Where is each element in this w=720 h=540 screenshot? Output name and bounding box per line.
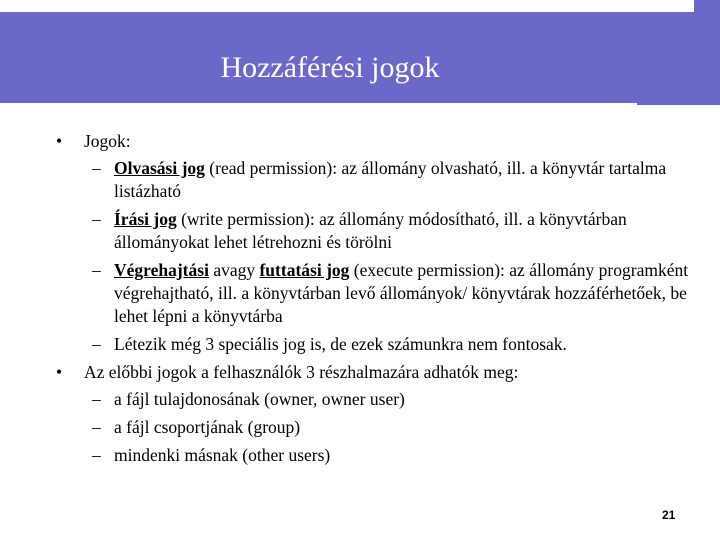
dash-icon: – [92,389,101,409]
title-underline [0,103,637,106]
dash-icon: – [92,417,101,437]
item-text: (read permission): az állomány olvasható, ill. a könyvtár tartalma listázható [114,158,667,201]
dash-icon: – [92,445,101,465]
list-item [0,208,720,254]
item-text: Létezik még 3 speciális jog is, de ezek számunkra nem fontosak. [114,334,567,354]
item-text: (write permission): az állomány módosítható, ill. a könyvtárban állományokat lehet létrehozni és törölni [114,209,627,252]
slide-content [0,130,720,472]
page-title: Hozzáférési jogok [220,51,440,84]
list-item [0,157,720,203]
dash-icon: – [92,158,101,178]
list-item [0,259,720,328]
list-item [0,444,720,467]
list-item [0,416,720,439]
term-write: Írási jog [114,209,177,229]
dash-icon: – [92,260,101,280]
dash-icon: – [92,334,101,354]
title-band [0,12,720,105]
item-text: mindenki másnak (other users) [114,445,331,465]
term-run: futtatási jog [259,260,350,280]
list-item [0,361,720,384]
list-item [0,388,720,411]
list-item [0,130,720,153]
dash-icon: – [92,209,101,229]
term-execute: Végrehajtási [114,260,209,280]
item-text: avagy [208,260,260,280]
term-read: Olvasási jog [114,158,205,178]
bullet-icon: • [56,131,63,151]
title-band-corner [694,0,720,12]
item-text: Jogok: [84,131,131,151]
item-text: (execute permission): az állomány programként végrehajtható, ill. a könyvtárban levő állományok/ könyvtárak hozzáférhetőek, be lehet lépni a könyvtárba [114,260,689,326]
list-item [0,333,720,356]
item-text: a fájl tulajdonosának (owner, owner user) [114,389,405,409]
page-number: 21 [662,508,676,522]
bullet-icon: • [56,362,63,382]
item-text: a fájl csoportjának (group) [114,417,301,437]
item-text: Az előbbi jogok a felhasználók 3 részhalmazára adhatók meg: [84,362,519,382]
